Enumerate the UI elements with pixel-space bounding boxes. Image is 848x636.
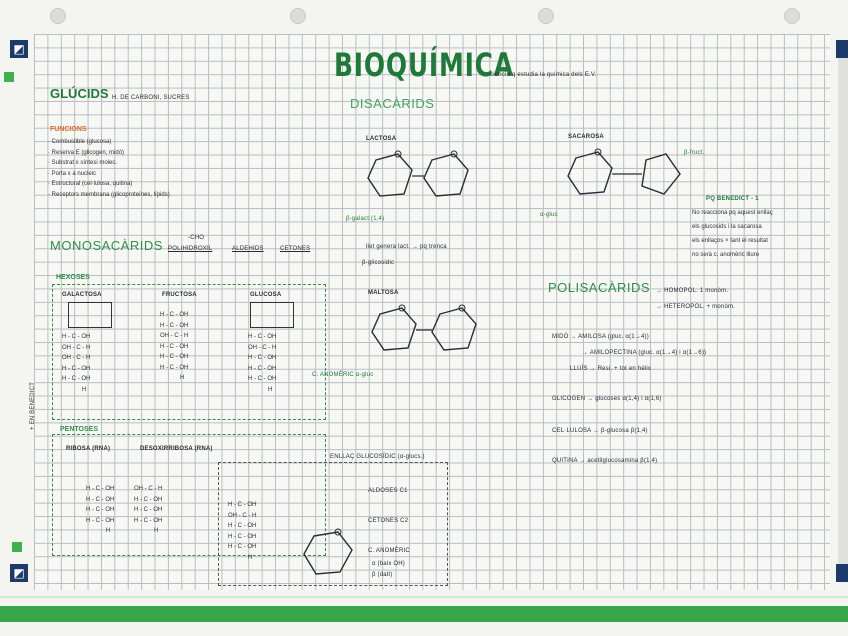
carbon-row: H - C - OH bbox=[248, 376, 277, 382]
hexose-galactosa: GALACTOSA bbox=[62, 292, 102, 298]
punch-hole bbox=[50, 8, 66, 24]
alpha-label: α (baix OH) bbox=[372, 561, 406, 567]
pentose-desoxirribosa: DESOXIRRIBOSA (RNA) bbox=[140, 446, 213, 452]
carbon-row: H - C - OH bbox=[134, 496, 163, 503]
punch-hole bbox=[538, 8, 554, 24]
carbon-row: H - C - OH bbox=[160, 322, 189, 329]
sacarosa-structure-icon bbox=[562, 144, 705, 214]
aldoses-label: ALDOSES C1 bbox=[368, 488, 408, 494]
carbon-row: H - C - OH bbox=[86, 507, 115, 513]
carbon-row: OH - C - H bbox=[248, 344, 277, 351]
carbon-row: OH - C - H bbox=[62, 344, 91, 351]
carbon-row: H bbox=[180, 375, 185, 381]
divider bbox=[0, 596, 848, 598]
benedict-text bbox=[692, 206, 773, 262]
carbon-row: H - C - OH bbox=[160, 312, 189, 318]
lactosa-note: β-galact (1,4) bbox=[346, 216, 385, 222]
functions-heading: FUNCIONS bbox=[50, 126, 87, 133]
poly-item: → AMILOPECTINA (gluc. α(1→4) i α(1→6)) bbox=[582, 350, 707, 356]
homopol-label: → HOMOPOL. 1 monòm. bbox=[656, 288, 729, 294]
green-tab-icon bbox=[12, 542, 22, 552]
list-item: · Reserva E (glicogen, midó) bbox=[48, 149, 125, 156]
poly-item: LLUÍS → Resi. + tot en hèlix bbox=[570, 366, 652, 372]
carbon-row: H bbox=[82, 386, 87, 393]
carbon-row: H - C - OH bbox=[62, 365, 91, 372]
carbon-row: H - C - OH bbox=[248, 355, 277, 361]
carbon-row: OH - C - H bbox=[228, 512, 257, 519]
monosacarids-heading: MONOSACÀRIDS bbox=[50, 238, 163, 253]
carbon-row: OH - C - H bbox=[134, 486, 163, 492]
poly-item: QUITINA → acetilglucosamina β(1,4) bbox=[552, 458, 658, 464]
poly-item: CEL·LULOSA → β-glucosa β(1,4) bbox=[552, 428, 648, 434]
anomeric-note: C. ANOMÈRIC α-gluc bbox=[312, 372, 374, 378]
list-item: · Estructural (cel·lulosa, quitina) bbox=[48, 181, 133, 187]
hexose-glucosa: GLUCOSA bbox=[250, 292, 282, 298]
page-edge bbox=[838, 52, 848, 572]
corner-marker-icon: ◩ bbox=[10, 564, 28, 582]
benedict-heading: PQ BENEDICT - 1 bbox=[706, 196, 759, 202]
hexose-fructosa: FRUCTOSA bbox=[162, 292, 197, 298]
side-label: + EN BENEDICT bbox=[30, 381, 36, 430]
list-item: · Substrat x síntesi molec. bbox=[48, 160, 118, 166]
list-item: · Receptors membrana (glicoproteïnes, lípids) bbox=[48, 191, 170, 198]
footer-band bbox=[0, 606, 848, 622]
glucids-heading: GLÚCIDS bbox=[50, 86, 109, 101]
pentoses-heading: PENTOSES bbox=[60, 426, 98, 433]
formula-right: CETONES bbox=[280, 246, 311, 252]
hexoses-heading: HEXOSES bbox=[56, 274, 90, 281]
galactosa-structure bbox=[62, 332, 90, 395]
poly-item: GLICOGEN → glucoses α(1,4) i α(1,6) bbox=[552, 396, 662, 402]
list-item: els enllaços × tant el resultat bbox=[692, 238, 768, 244]
fructosa-structure bbox=[160, 310, 188, 384]
carbon-row: H - C - OH bbox=[228, 523, 257, 529]
lactosa-label: LACTOSA bbox=[366, 136, 397, 142]
maltosa-structure-icon bbox=[366, 300, 496, 368]
beta-label: β (dalt) bbox=[372, 572, 393, 578]
carbon-row: H bbox=[154, 528, 159, 534]
carbon-row: H - C - OH bbox=[160, 343, 189, 350]
sacarosa-note: α-gluc bbox=[540, 212, 558, 218]
carbon-row: H bbox=[268, 386, 273, 393]
carbon-row: OH - C - H bbox=[62, 355, 91, 361]
carbon-row: H - C - OH bbox=[160, 364, 189, 371]
list-item: · Combustible (glucosa) bbox=[48, 139, 112, 145]
poly-item: MIDÓ → AMILOSA (gluc. α(1→4)) bbox=[552, 334, 649, 340]
punch-hole bbox=[784, 8, 800, 24]
carbon-row: H - C - OH bbox=[62, 334, 91, 340]
functions-list bbox=[48, 137, 170, 200]
carbon-row: H - C - OH bbox=[86, 517, 115, 524]
heteropol-label: → HETEROPOL. + monòm. bbox=[656, 304, 736, 310]
page-subtitle: ciencia q estudia la química dels E.V. bbox=[490, 72, 597, 78]
desoxirribosa-structure bbox=[134, 484, 162, 537]
carbon-row: H - C - OH bbox=[228, 544, 257, 550]
ribosa-structure bbox=[86, 484, 114, 537]
polisacarids-heading: POLISACÀRIDS bbox=[548, 280, 651, 295]
corner-marker-icon: ◩ bbox=[10, 40, 28, 58]
glucose-ring-icon bbox=[300, 528, 360, 584]
green-tab-icon bbox=[4, 72, 14, 82]
carbon-row: H - C - OH bbox=[134, 507, 163, 513]
list-item: no serà c. anomèric lliure bbox=[692, 252, 760, 258]
corner-marker-icon bbox=[836, 40, 848, 58]
aldehyde-group bbox=[250, 302, 294, 328]
carbon-row: H - C - OH bbox=[62, 376, 91, 382]
carbon-row: H - C - OH bbox=[134, 517, 163, 524]
lactosa-note: llet genera lact. → pq trenca bbox=[366, 244, 447, 250]
carbon-row: H - C - OH bbox=[228, 502, 257, 508]
maltosa-label: MALTOSA bbox=[368, 290, 399, 296]
list-item: els glucosids i la sacarosa bbox=[692, 224, 762, 230]
lactosa-structure-icon bbox=[362, 146, 492, 216]
carbon-row: H - C - OH bbox=[248, 365, 277, 372]
carbon-row: H - C - OH bbox=[86, 496, 115, 503]
list-item: No reacciona pq aquest enllaç bbox=[692, 210, 773, 216]
formula-left: POLIHIDROXIL bbox=[168, 246, 213, 252]
lactosa-note: β-glicosidic bbox=[362, 260, 395, 266]
carbon-row: OH - C - H bbox=[160, 333, 189, 339]
page-title: BIOQUÍMICA bbox=[334, 46, 514, 84]
formula-mid: ALDEHIDS bbox=[232, 246, 264, 252]
enllac-structure bbox=[228, 500, 256, 563]
glucosa-structure bbox=[248, 332, 276, 395]
carbon-row: H - C - OH bbox=[86, 486, 115, 492]
formula-top: -CHO bbox=[188, 235, 205, 241]
pentose-ribosa: RIBOSA (RNA) bbox=[66, 446, 111, 452]
carbon-row: H bbox=[248, 554, 253, 561]
glucids-subtitle: H. DE CARBONI, SUCRES bbox=[112, 95, 190, 101]
punch-hole bbox=[290, 8, 306, 24]
disacarids-heading: DISACÀRIDS bbox=[350, 96, 435, 111]
list-item: · Porta x a nucleic bbox=[48, 170, 97, 177]
sacarosa-fruct: β-fruct. bbox=[684, 150, 705, 156]
sacarosa-label: SACAROSA bbox=[568, 134, 604, 140]
enllac-heading: ENLLAÇ GLUCOSÍDIC (α-glucs.) bbox=[330, 454, 425, 460]
carbon-row: H - C - OH bbox=[160, 354, 189, 360]
corner-marker-icon bbox=[836, 564, 848, 582]
carbon-row: H - C - OH bbox=[248, 334, 277, 340]
aldehyde-group bbox=[68, 302, 112, 328]
carbon-row: H bbox=[106, 528, 111, 534]
cetoses-label: CETONES C2 bbox=[368, 518, 409, 524]
carbon-row: H - C - OH bbox=[228, 533, 257, 540]
anomeric-label: C. ANOMÈRIC bbox=[368, 548, 410, 554]
